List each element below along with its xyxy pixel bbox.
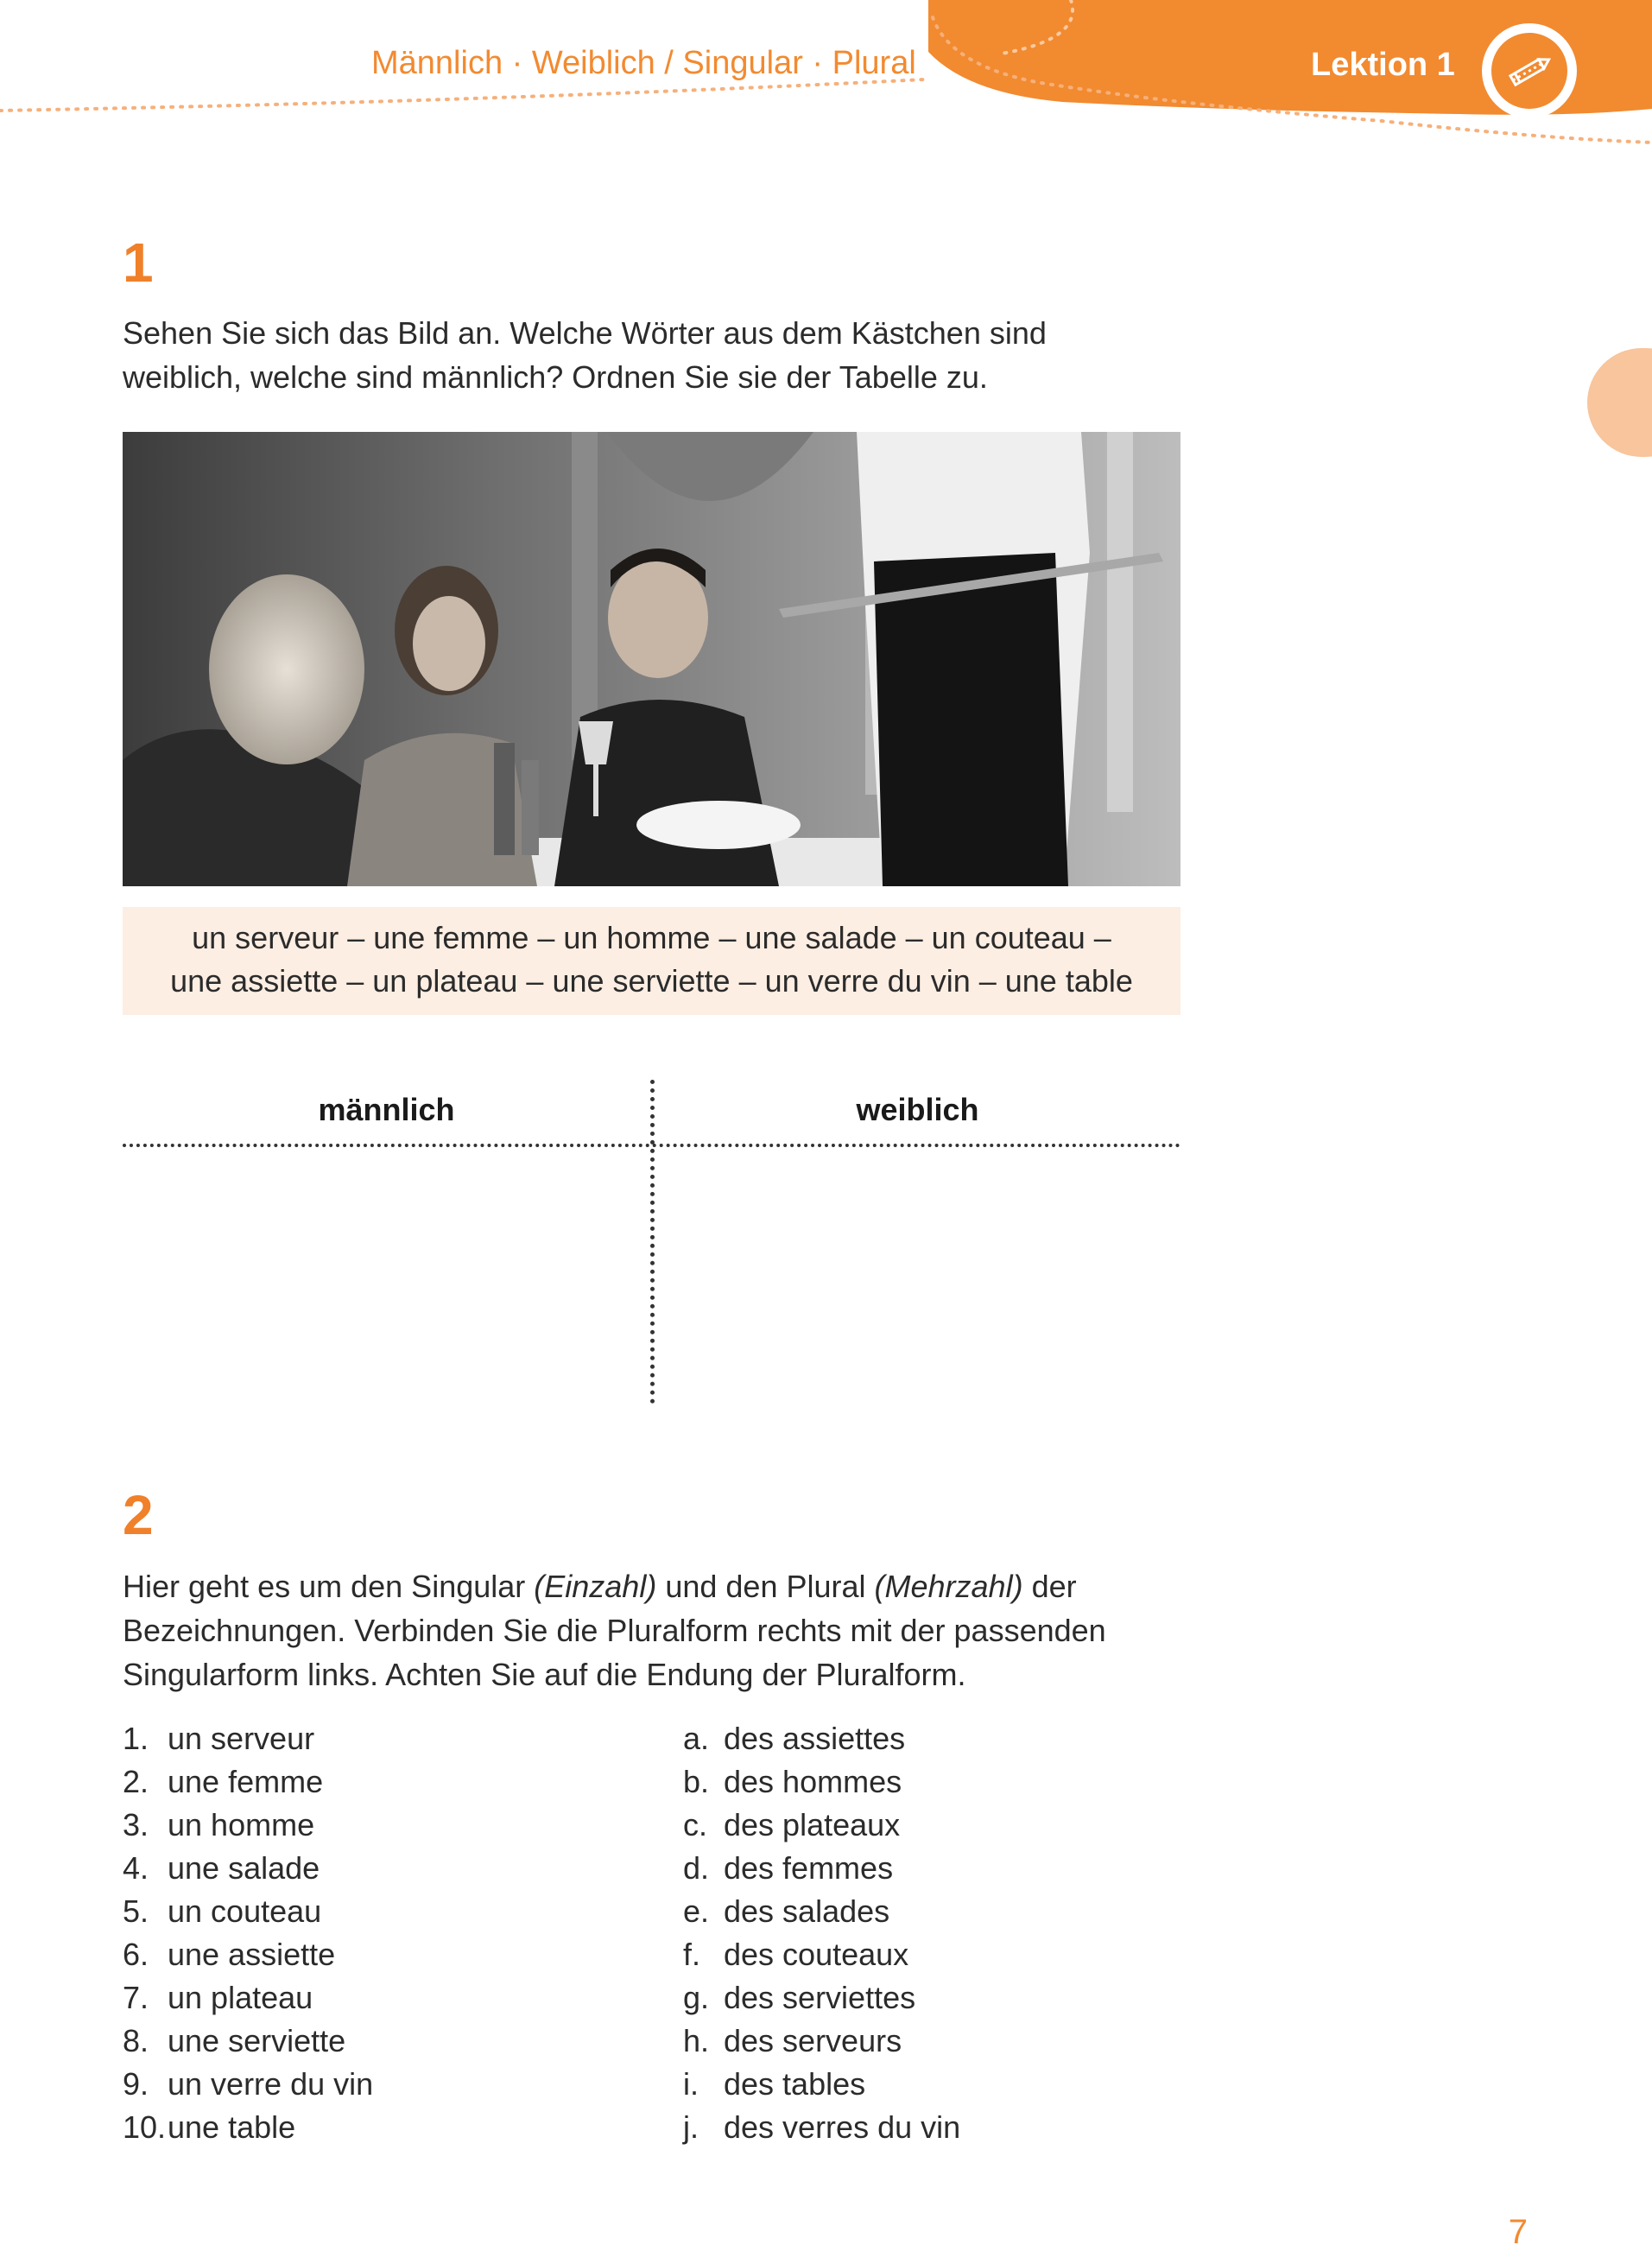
list-item <box>683 1717 960 1760</box>
list-item-text: des verres du vin <box>724 2109 961 2145</box>
side-tab <box>1587 348 1652 457</box>
exercise-2-number: 2 <box>123 1484 154 1546</box>
exercise-2-instruction <box>123 1564 1202 1696</box>
instruction-line <box>123 1564 1202 1608</box>
list-item-text: des serviettes <box>724 1980 916 2015</box>
instruction-text: und den Plural <box>656 1569 875 1604</box>
instruction-text: der <box>1022 1569 1077 1604</box>
list-item-text: des plateaux <box>724 1807 901 1842</box>
list-item <box>683 2020 960 2063</box>
list-item-marker: 10. <box>123 2109 167 2145</box>
exercise-1-instruction <box>123 311 1202 399</box>
singular-list <box>123 1717 373 2149</box>
list-item-text: une assiette <box>168 1937 336 1972</box>
running-title: Männlich · Weiblich / Singular · Plural <box>371 45 916 81</box>
list-item-marker: 6. <box>123 1937 149 1972</box>
list-item-marker: a. <box>683 1721 710 1756</box>
list-item <box>683 1760 960 1804</box>
list-item <box>123 1976 373 2020</box>
list-item-marker: d. <box>683 1850 710 1886</box>
list-item <box>683 2106 960 2149</box>
list-item-text: des femmes <box>724 1850 894 1886</box>
list-item-text: des serveurs <box>724 2023 902 2058</box>
list-item-marker: h. <box>683 2023 710 2058</box>
list-item <box>123 1717 373 1760</box>
list-item <box>123 1760 373 1804</box>
list-item-marker: 1. <box>123 1721 149 1756</box>
list-item-marker: 3. <box>123 1807 149 1842</box>
word-box-line: une assiette – un plateau – une serviette – un verre du vin – une table <box>170 963 1133 999</box>
list-item-marker: 4. <box>123 1850 149 1886</box>
header-banner <box>0 0 1652 173</box>
list-item <box>683 1976 960 2020</box>
list-item-marker: b. <box>683 1764 710 1799</box>
list-item-text: une femme <box>168 1764 324 1799</box>
list-item <box>683 1933 960 1976</box>
list-item-text: des salades <box>724 1893 890 1929</box>
list-item-marker: c. <box>683 1807 708 1842</box>
instruction-line: Bezeichnungen. Verbinden Sie die Pluralform rechts mit der passenden <box>123 1613 1106 1648</box>
list-item-marker: e. <box>683 1893 710 1929</box>
page-number: 7 <box>1508 2213 1528 2251</box>
list-item-text: une serviette <box>168 2023 346 2058</box>
list-item <box>123 1890 373 1933</box>
instruction-line: weiblich, welche sind männlich? Ordnen Sie sie der Tabelle zu. <box>123 359 988 395</box>
table-vertical-divider <box>650 1080 655 1404</box>
list-item <box>683 1890 960 1933</box>
list-item-text: un serveur <box>168 1721 315 1756</box>
list-item <box>123 1847 373 1890</box>
instruction-line: Sehen Sie sich das Bild an. Welche Wörter aus dem Kästchen sind <box>123 315 1047 351</box>
list-item-text: un couteau <box>168 1893 322 1929</box>
plural-list <box>683 1717 960 2149</box>
list-item-text: un homme <box>168 1807 315 1842</box>
word-box <box>123 907 1180 1015</box>
list-item <box>123 2020 373 2063</box>
list-item <box>123 2106 373 2149</box>
list-item-text: un verre du vin <box>168 2066 374 2102</box>
list-item-marker: 8. <box>123 2023 149 2058</box>
list-item-marker: 7. <box>123 1980 149 2015</box>
restaurant-photo <box>123 432 1180 886</box>
exercise-1-number: 1 <box>123 231 154 294</box>
column-header-feminine: weiblich <box>856 1092 979 1127</box>
instruction-text: Hier geht es um den Singular <box>123 1569 535 1604</box>
list-item-text: une salade <box>168 1850 320 1886</box>
list-item-marker: g. <box>683 1980 710 2015</box>
list-item <box>683 1804 960 1847</box>
list-item-text: des assiettes <box>724 1721 906 1756</box>
list-item-marker: 9. <box>123 2066 149 2102</box>
pencil-icon <box>1502 45 1557 97</box>
list-item-text: des couteaux <box>724 1937 909 1972</box>
list-item-text: une table <box>168 2109 296 2145</box>
list-item-marker: f. <box>683 1937 701 1972</box>
list-item-marker: i. <box>683 2066 699 2102</box>
word-box-line: un serveur – une femme – un homme – une salade – un couteau – <box>192 920 1111 955</box>
list-item <box>123 2063 373 2106</box>
instruction-line: Singularform links. Achten Sie auf die Endung der Pluralform. <box>123 1657 966 1692</box>
instruction-emphasis: (Einzahl) <box>534 1569 657 1604</box>
list-item-marker: 5. <box>123 1893 149 1929</box>
list-item-text: un plateau <box>168 1980 313 2015</box>
list-item-text: des tables <box>724 2066 866 2102</box>
list-item-marker: 2. <box>123 1764 149 1799</box>
lesson-label: Lektion 1 <box>1311 47 1455 83</box>
list-item-text: des hommes <box>724 1764 902 1799</box>
list-item-marker: j. <box>683 2109 699 2145</box>
column-header-masculine: männlich <box>318 1092 455 1127</box>
instruction-emphasis: (Mehrzahl) <box>874 1569 1023 1604</box>
list-item <box>123 1804 373 1847</box>
list-item <box>683 1847 960 1890</box>
list-item <box>683 2063 960 2106</box>
list-item <box>123 1933 373 1976</box>
